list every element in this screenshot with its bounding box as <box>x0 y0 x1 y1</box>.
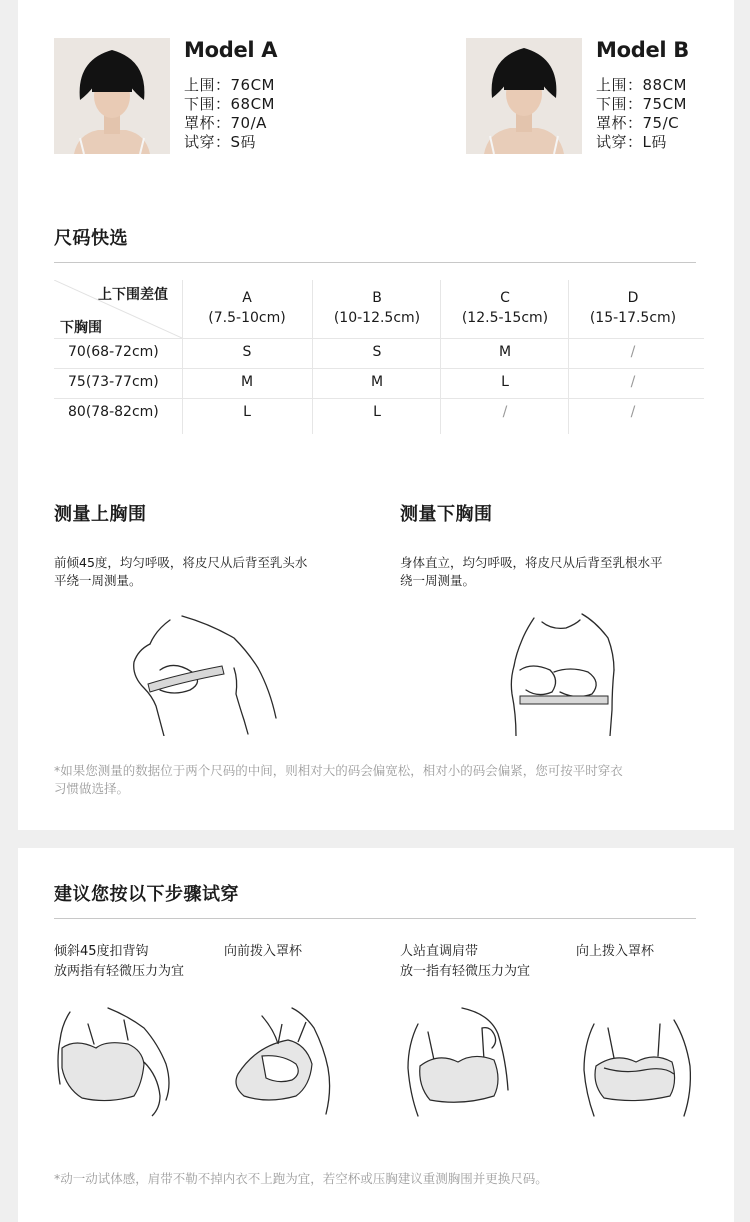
table-cell: L <box>243 404 251 420</box>
table-cell: S <box>242 344 252 360</box>
step-line: 放两指有轻微压力为宜 <box>54 964 185 979</box>
column-range: (10-12.5cm) <box>333 310 421 326</box>
step-1-text <box>54 942 184 982</box>
step-line: 向上拨入罩杯 <box>576 944 655 959</box>
corner-label-difference: 上下围差值 <box>98 287 168 303</box>
column-header-a <box>182 288 312 328</box>
column-letter: C <box>500 290 510 306</box>
measure-upper-title: 测量上胸围 <box>54 504 147 525</box>
steps-note: *动一动试体感，肩带不勒不掉内衣不上跑为宜，若空杯或压胸建议重测胸围并更换尺码。 <box>54 1171 548 1186</box>
table-cell: L <box>501 374 509 390</box>
table-cell: M <box>370 374 384 390</box>
column-header-c <box>440 288 570 328</box>
lower-bust-illustration <box>492 610 652 736</box>
model-a-name: Model A <box>184 38 278 62</box>
measure-lower-desc <box>400 554 700 590</box>
try-on-steps-card <box>18 848 734 1222</box>
size-guide-divider <box>54 262 696 263</box>
measure-lower-title: 测量下胸围 <box>400 504 493 525</box>
model-a-size: 试穿：S码 <box>184 133 257 151</box>
step-4-text <box>576 942 654 962</box>
table-cell: / <box>630 404 636 420</box>
corner-label-underbust: 下胸围 <box>60 320 102 336</box>
column-letter: A <box>242 290 252 306</box>
table-cell: L <box>373 404 381 420</box>
step-2-text <box>224 942 302 962</box>
measure-upper-desc <box>54 554 354 590</box>
table-cell: / <box>630 374 636 390</box>
step-line: 倾斜45度扣背钩 <box>54 944 149 959</box>
column-letter: D <box>627 290 639 306</box>
table-cell: / <box>502 404 508 420</box>
desc-line: 绕一周测量。 <box>400 573 476 588</box>
column-range: (15-17.5cm) <box>589 310 677 326</box>
model-b-cup: 罩杯：75/C <box>596 114 680 132</box>
column-letter: B <box>372 290 382 306</box>
model-a-bust: 上围：76CM <box>184 76 276 94</box>
column-header-b <box>312 288 442 328</box>
step-2-illustration <box>222 1004 352 1124</box>
desc-line: 前倾45度，均匀呼吸，将皮尺从后背至乳头水 <box>54 555 308 570</box>
row-divider <box>54 338 704 339</box>
desc-line: 平绕一周测量。 <box>54 573 142 588</box>
measure-note <box>54 762 714 798</box>
column-header-d <box>568 288 698 328</box>
model-a-info <box>184 38 324 152</box>
model-a-underbust: 下围：68CM <box>184 95 276 113</box>
table-row-label: 70(68-72cm) <box>68 344 159 360</box>
table-cell: / <box>630 344 636 360</box>
model-b-info <box>596 38 736 152</box>
row-divider <box>54 398 704 399</box>
column-range: (12.5-15cm) <box>461 310 549 326</box>
size-guide-card <box>18 0 734 830</box>
step-1-illustration <box>48 1004 178 1124</box>
table-row-label: 75(73-77cm) <box>68 374 159 390</box>
model-b-name: Model B <box>596 38 690 62</box>
step-3-text <box>400 942 530 982</box>
note-line: 习惯做选择。 <box>54 781 130 796</box>
table-corner-header <box>54 280 182 338</box>
size-guide-title: 尺码快选 <box>54 228 128 249</box>
steps-divider <box>54 918 696 919</box>
note-line: *如果您测量的数据位于两个尺码的中间，则相对大的码会偏宽松，相对小的码会偏紧，您可按平时穿衣 <box>54 763 623 778</box>
step-line: 放一指有轻微压力为宜 <box>400 964 531 979</box>
step-line: 人站直调肩带 <box>400 944 479 959</box>
table-row-label: 80(78-82cm) <box>68 404 159 420</box>
upper-bust-illustration <box>130 610 290 736</box>
table-cell: M <box>240 374 254 390</box>
step-4-illustration <box>574 1004 704 1124</box>
model-b-photo <box>466 38 582 154</box>
model-b-bust: 上围：88CM <box>596 76 688 94</box>
column-range: (7.5-10cm) <box>208 310 286 326</box>
model-b-underbust: 下围：75CM <box>596 95 688 113</box>
table-cell: S <box>372 344 382 360</box>
model-b-size: 试穿：L码 <box>596 133 667 151</box>
desc-line: 身体直立，均匀呼吸，将皮尺从后背至乳根水平 <box>400 555 663 570</box>
step-3-illustration <box>398 1004 528 1124</box>
model-a-photo <box>54 38 170 154</box>
steps-title: 建议您按以下步骤试穿 <box>54 884 239 905</box>
step-line: 向前拨入罩杯 <box>224 944 303 959</box>
row-divider <box>54 368 704 369</box>
model-a-cup: 罩杯：70/A <box>184 114 267 132</box>
table-cell: M <box>498 344 512 360</box>
